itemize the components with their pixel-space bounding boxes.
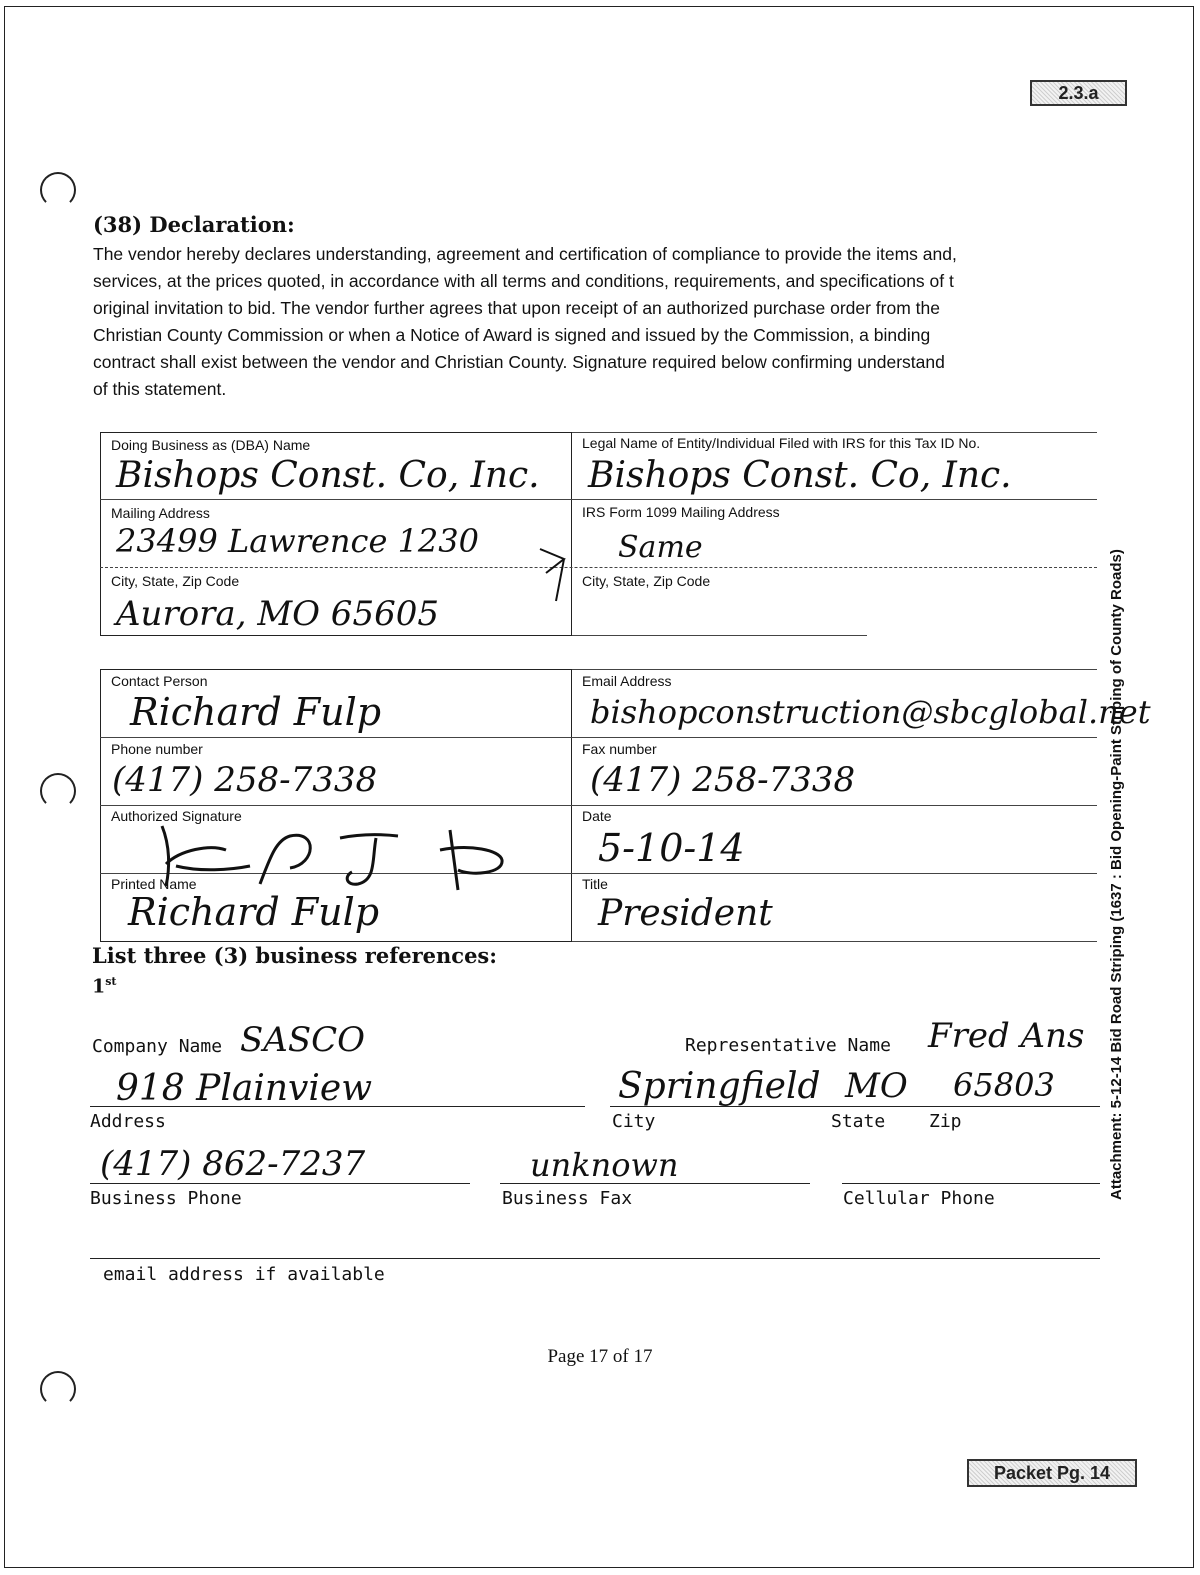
packet-page-stamp: Packet Pg. 14 <box>967 1459 1137 1487</box>
reference-state-value[interactable]: MO <box>845 1066 908 1106</box>
reference-address-value[interactable]: 918 Plainview <box>116 1068 373 1109</box>
fax-label: Fax number <box>582 741 657 757</box>
declaration-text <box>93 241 1093 403</box>
table-rule <box>100 499 1097 500</box>
reference-ordinal-number: 1 <box>92 975 106 998</box>
authorized-signature-label: Authorized Signature <box>111 808 242 824</box>
legal-name-label: Legal Name of Entity/Individual Filed with IRS for this Tax ID No. <box>582 435 981 451</box>
authorized-signature <box>140 820 520 892</box>
page-number: Page 17 of 17 <box>547 1346 653 1367</box>
contact-person-label: Contact Person <box>111 673 208 689</box>
attachment-side-label: Attachment: 5-12-14 Bid Road Striping (1637 : Bid Opening-Paint Striping of County Roads) <box>1108 549 1125 1200</box>
declaration-line: contract shall exist between the vendor and Christian County. Signature required below confirming understand <box>93 352 945 372</box>
representative-name-label: Representative Name <box>685 1035 891 1056</box>
business-phone-label: Business Phone <box>90 1188 242 1209</box>
city-state-zip-value[interactable]: Aurora, MO 65605 <box>116 594 439 634</box>
business-phone-value[interactable]: (417) 862-7237 <box>100 1144 366 1184</box>
table-rule <box>100 805 1097 806</box>
company-name-value[interactable]: SASCO <box>240 1020 366 1060</box>
business-fax-label: Business Fax <box>502 1188 633 1209</box>
reference-ordinal <box>92 975 117 997</box>
packet-stamp-top: 2.3.a <box>1030 80 1127 106</box>
cellular-phone-label: Cellular Phone <box>843 1188 995 1209</box>
phone-value[interactable]: (417) 258-7338 <box>112 760 378 800</box>
business-fax-underline <box>500 1183 810 1184</box>
table-rule <box>572 669 1097 670</box>
table-rule <box>100 737 1097 738</box>
irs-mailing-label: IRS Form 1099 Mailing Address <box>582 504 780 520</box>
contact-person-value[interactable]: Richard Fulp <box>130 690 382 734</box>
printed-name-value[interactable]: Richard Fulp <box>128 890 380 934</box>
table-rule <box>100 567 1097 568</box>
title-label: Title <box>582 876 608 892</box>
declaration-line: of this statement. <box>93 379 227 399</box>
representative-name-value[interactable]: Fred Ans <box>928 1016 1085 1056</box>
same-as-arrow <box>538 535 578 605</box>
reference-zip-label: Zip <box>929 1111 962 1132</box>
business-fax-value[interactable]: unknown <box>530 1146 679 1184</box>
reference-state-label: State <box>831 1111 886 1132</box>
address-underline <box>90 1106 585 1107</box>
binder-hole <box>40 1371 76 1407</box>
company-name-label: Company Name <box>92 1036 223 1057</box>
reference-city-value[interactable]: Springfield <box>618 1066 821 1107</box>
email-underline <box>90 1258 1100 1259</box>
reference-address-label: Address <box>90 1111 166 1132</box>
mailing-address-value[interactable]: 23499 Lawrence 1230 <box>116 522 479 560</box>
declaration-line: original invitation to bid. The vendor further agrees that upon receipt of an authorized purchase order from the <box>93 298 940 318</box>
binder-hole <box>40 773 76 809</box>
declaration-line: Christian County Commission or when a Notice of Award is signed and issued by the Commission, a binding <box>93 325 931 345</box>
declaration-line: The vendor hereby declares understanding, agreement and certification of compliance to provide the items and, <box>93 244 957 264</box>
irs-city-state-zip-label: City, State, Zip Code <box>582 573 711 589</box>
business-phone-underline <box>90 1183 470 1184</box>
table-rule <box>572 635 867 636</box>
dba-label: Doing Business as (DBA) Name <box>111 437 311 453</box>
cellular-phone-underline <box>842 1183 1100 1184</box>
fax-value[interactable]: (417) 258-7338 <box>590 760 856 800</box>
printed-name-label: Printed Name <box>111 876 197 892</box>
table-rule <box>572 941 1097 942</box>
declaration-line: services, at the prices quoted, in accordance with all terms and conditions, requirements, and specifications of t <box>93 271 954 291</box>
reference-email-label: email address if available <box>103 1264 385 1285</box>
email-label: Email Address <box>582 673 672 689</box>
city-state-zip-underline <box>610 1106 1100 1107</box>
binder-hole <box>40 172 76 208</box>
email-value[interactable]: bishopconstruction@sbcglobal.net <box>590 693 1151 731</box>
declaration-heading: (38) Declaration: <box>93 212 295 237</box>
date-label: Date <box>582 808 612 824</box>
phone-label: Phone number <box>111 741 203 757</box>
reference-zip-value[interactable]: 65803 <box>953 1066 1055 1104</box>
city-state-zip-label: City, State, Zip Code <box>111 573 240 589</box>
date-value[interactable]: 5-10-14 <box>598 826 745 870</box>
references-heading: List three (3) business references: <box>92 943 498 968</box>
reference-ordinal-suffix: st <box>105 975 117 988</box>
legal-name-value[interactable]: Bishops Const. Co, Inc. <box>588 455 1012 496</box>
mailing-address-label: Mailing Address <box>111 505 210 521</box>
table-rule <box>572 432 1097 433</box>
title-value[interactable]: President <box>598 893 773 934</box>
irs-mailing-value[interactable]: Same <box>618 530 703 565</box>
reference-city-label: City <box>612 1111 656 1132</box>
dba-value[interactable]: Bishops Const. Co, Inc. <box>116 455 540 496</box>
